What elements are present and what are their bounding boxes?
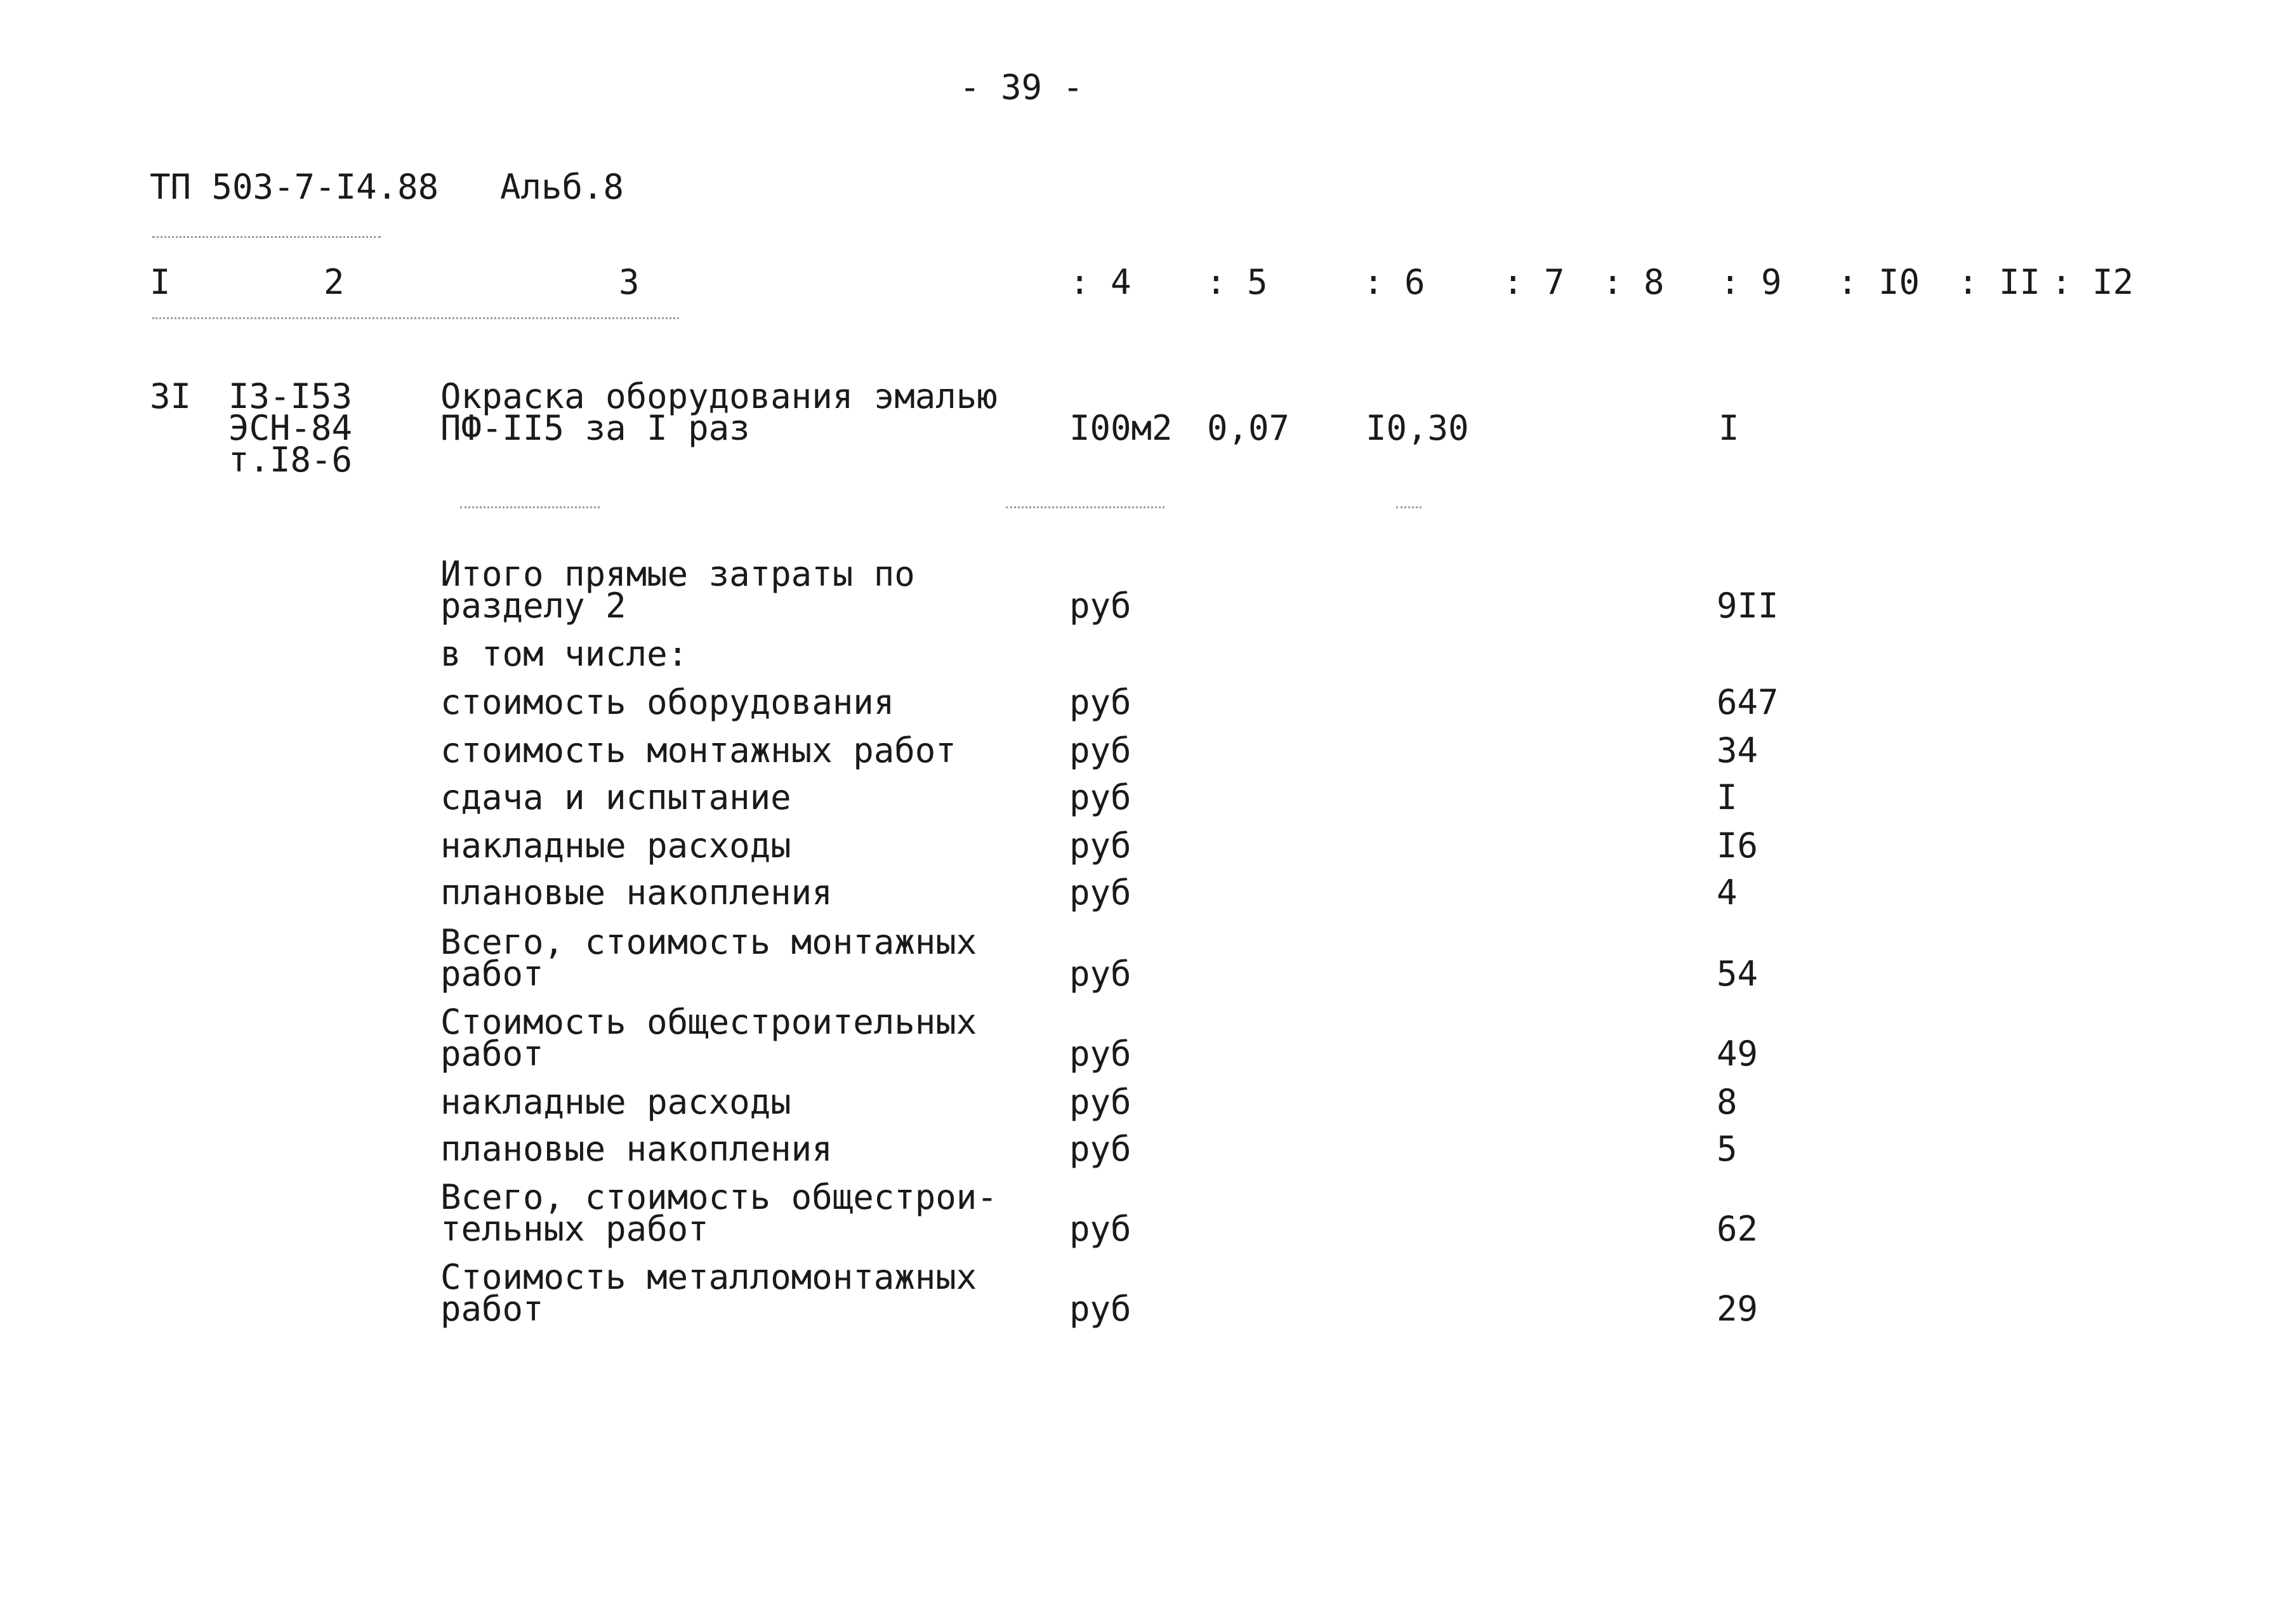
column-header-5: : 5 bbox=[1206, 262, 1268, 302]
column-header-4: : 4 bbox=[1069, 262, 1132, 302]
summary-value: I6 bbox=[1717, 826, 1758, 866]
summary-unit: руб bbox=[1069, 1289, 1132, 1329]
summary-value: 29 bbox=[1717, 1289, 1758, 1329]
summary-label-line: Стоимость металломонтажных bbox=[440, 1257, 977, 1297]
item-code-line: т.I8-6 bbox=[228, 440, 353, 480]
summary-label-line: сдача и испытание bbox=[440, 777, 791, 817]
summary-unit: руб bbox=[1069, 954, 1132, 994]
column-header-8: : 8 bbox=[1602, 262, 1665, 302]
summary-label-line: плановые накопления bbox=[440, 1129, 833, 1169]
summary-value: 8 bbox=[1717, 1082, 1738, 1122]
summary-unit: руб bbox=[1069, 1129, 1132, 1169]
summary-label-line: накладные расходы bbox=[440, 1082, 791, 1122]
row-divider bbox=[1396, 506, 1422, 508]
summary-unit: руб bbox=[1069, 873, 1132, 913]
summary-label-line: плановые накопления bbox=[440, 873, 833, 913]
column-header-7: : 7 bbox=[1503, 262, 1565, 302]
summary-label-line: Итого прямые затраты по bbox=[440, 554, 915, 594]
summary-label-line: Всего, стоимость общестрои- bbox=[440, 1177, 998, 1217]
summary-label-line: в том числе: bbox=[440, 634, 689, 674]
summary-label-line: работ bbox=[440, 1034, 544, 1074]
column-header-9: : 9 bbox=[1720, 262, 1782, 302]
item-description-line: ПФ-II5 за I раз bbox=[440, 408, 750, 448]
column-header-6: : 6 bbox=[1363, 262, 1425, 302]
summary-label-line: стоимость монтажных работ bbox=[440, 730, 956, 770]
page-number: - 39 - bbox=[960, 67, 1084, 107]
column-header-1: I bbox=[150, 262, 171, 302]
summary-value: 9II bbox=[1717, 586, 1779, 626]
album-label: Альб.8 bbox=[500, 167, 624, 207]
item-quantity: 0,07 bbox=[1207, 408, 1290, 448]
item-code-line: I3-I53 bbox=[228, 376, 353, 416]
item-code-line: ЭСН-84 bbox=[228, 408, 353, 448]
column-header-divider bbox=[152, 317, 679, 319]
summary-label-line: Всего, стоимость монтажных bbox=[440, 922, 977, 962]
summary-unit: руб bbox=[1069, 1082, 1132, 1122]
summary-label-line: накладные расходы bbox=[440, 826, 791, 866]
summary-label-line: тельных работ bbox=[440, 1209, 709, 1249]
row-divider bbox=[460, 506, 600, 508]
header-divider bbox=[152, 236, 381, 238]
row-divider bbox=[1006, 506, 1164, 508]
summary-value: 54 bbox=[1717, 954, 1758, 994]
item-description-line: Окраска оборудования эмалью bbox=[440, 376, 998, 416]
item-price: I0,30 bbox=[1366, 408, 1469, 448]
summary-unit: руб bbox=[1069, 682, 1132, 722]
summary-value: 62 bbox=[1717, 1209, 1758, 1249]
summary-unit: руб bbox=[1069, 586, 1132, 626]
document-code: ТП 503-7-I4.88 bbox=[150, 167, 439, 207]
summary-label-line: стоимость оборудования bbox=[440, 682, 895, 722]
column-header-12: : I2 bbox=[2051, 262, 2134, 302]
summary-label-line: работ bbox=[440, 954, 544, 994]
summary-value: 5 bbox=[1717, 1129, 1738, 1169]
summary-label-line: работ bbox=[440, 1289, 544, 1329]
column-header-2: 2 bbox=[324, 262, 345, 302]
summary-label-line: разделу 2 bbox=[440, 586, 626, 626]
summary-unit: руб bbox=[1069, 1209, 1132, 1249]
item-unit: I00м2 bbox=[1069, 408, 1173, 448]
summary-unit: руб bbox=[1069, 826, 1132, 866]
column-header-10: : I0 bbox=[1837, 262, 1920, 302]
summary-label-line: Стоимость общестроительных bbox=[440, 1002, 977, 1042]
summary-unit: руб bbox=[1069, 777, 1132, 817]
summary-value: 4 bbox=[1717, 873, 1738, 913]
item-col9-value: I bbox=[1719, 408, 1739, 448]
summary-value: 647 bbox=[1717, 682, 1779, 722]
column-header-11: : II bbox=[1958, 262, 2041, 302]
summary-unit: руб bbox=[1069, 730, 1132, 770]
summary-value: 49 bbox=[1717, 1034, 1758, 1074]
column-header-3: 3 bbox=[619, 262, 640, 302]
summary-value: 34 bbox=[1717, 730, 1758, 770]
summary-unit: руб bbox=[1069, 1034, 1132, 1074]
item-number: 3I bbox=[150, 376, 192, 416]
summary-value: I bbox=[1717, 777, 1738, 817]
